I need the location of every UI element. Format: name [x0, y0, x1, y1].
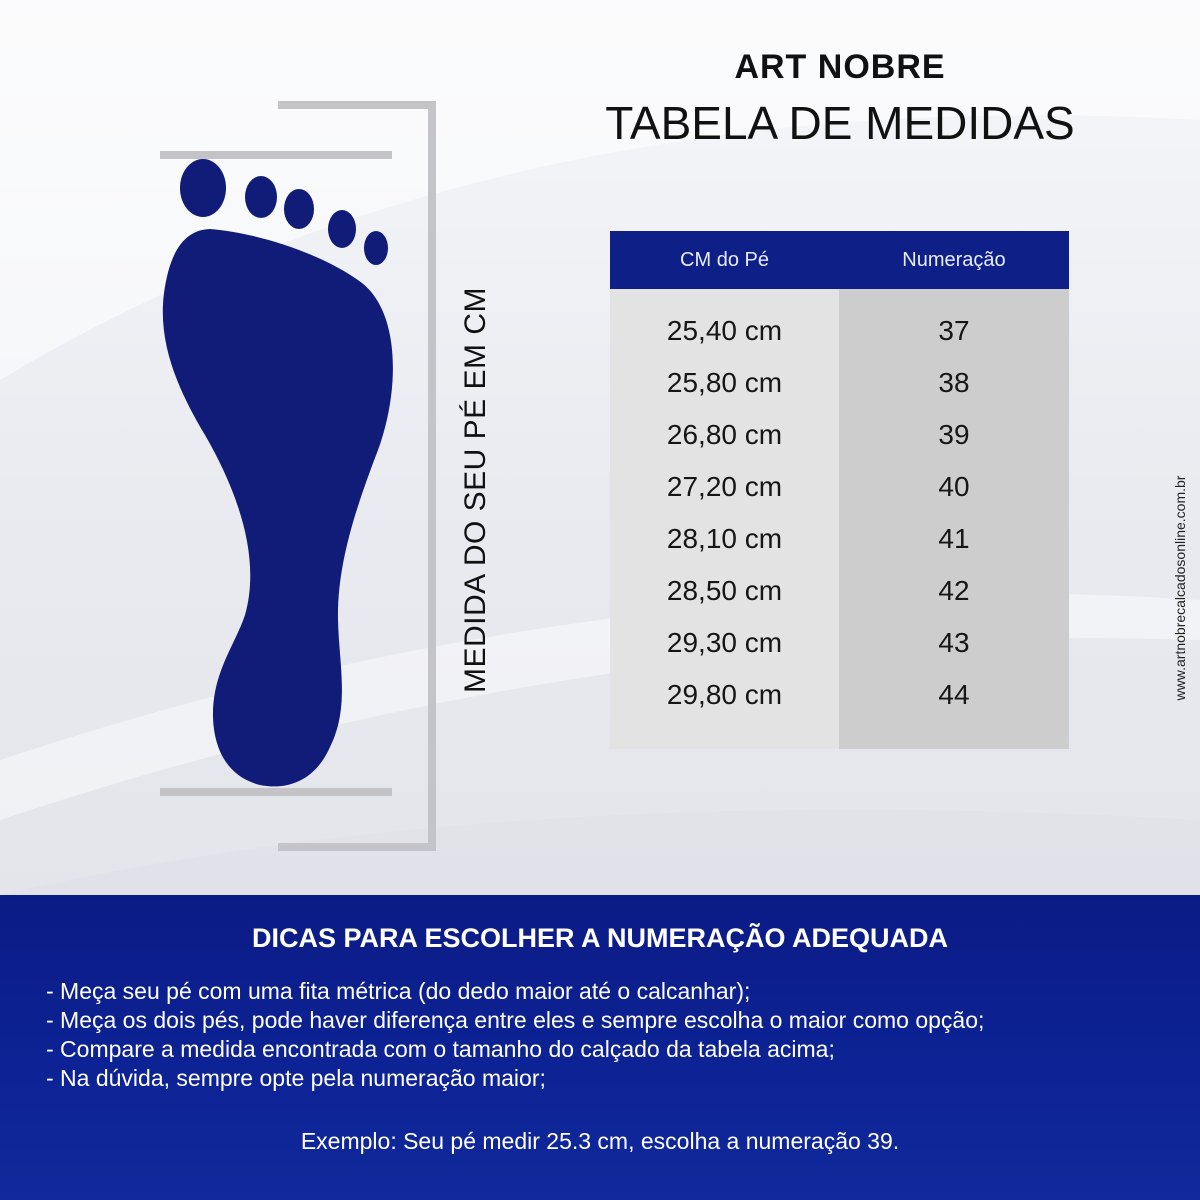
table-row	[610, 461, 1069, 513]
header-cm: CM do Pé	[680, 248, 769, 271]
website-url: www.artnobrecalcadosonline.com.br	[1172, 475, 1188, 701]
cm-cell: 29,80 cm	[666, 679, 783, 710]
table-row	[610, 565, 1069, 617]
header-size: Numeração	[902, 248, 1006, 271]
cm-cell: 28,50 cm	[666, 575, 783, 606]
tip-item: - Compare a medida encontrada com o tamanho do calçado da tabela acima;	[46, 1036, 835, 1062]
cm-cell: 25,40 cm	[666, 315, 783, 346]
tip-item: - Meça seu pé com uma fita métrica (do dedo maior até o calcanhar);	[46, 978, 751, 1004]
table-row	[610, 669, 1069, 721]
cm-cell: 28,10 cm	[666, 523, 783, 554]
size-cell: 42	[938, 575, 970, 606]
page-title: TABELA DE MEDIDAS	[605, 97, 1075, 149]
table-row	[610, 617, 1069, 669]
table-header	[610, 231, 1069, 289]
size-table	[610, 231, 1069, 749]
tip-item: - Na dúvida, sempre opte pela numeração maior;	[46, 1065, 546, 1091]
size-cell: 39	[938, 419, 970, 450]
vertical-measure-label: MEDIDA DO SEU PÉ EM CM	[459, 286, 492, 694]
cm-cell: 25,80 cm	[666, 367, 783, 398]
cm-cell: 29,30 cm	[666, 627, 783, 658]
tips-title: DICAS PARA ESCOLHER A NUMERAÇÃO ADEQUADA	[251, 923, 948, 953]
tips-panel	[0, 895, 1200, 1200]
size-cell: 37	[938, 315, 970, 346]
table-body	[610, 305, 1069, 721]
tips-list	[46, 977, 984, 1093]
cm-cell: 27,20 cm	[666, 471, 783, 502]
foot-icon	[150, 95, 450, 855]
example-text: Exemplo: Seu pé medir 25.3 cm, escolha a numeração 39.	[300, 1128, 900, 1154]
cm-cell: 26,80 cm	[666, 419, 783, 450]
size-cell: 41	[938, 523, 970, 554]
table-row	[610, 305, 1069, 357]
table-row	[610, 357, 1069, 409]
table-row	[610, 409, 1069, 461]
size-cell: 38	[938, 367, 970, 398]
size-cell: 44	[938, 679, 970, 710]
size-cell: 40	[938, 471, 970, 502]
table-row	[610, 513, 1069, 565]
size-cell: 43	[938, 627, 970, 658]
tip-item: - Meça os dois pés, pode haver diferença entre eles e sempre escolha o maior como opção;	[46, 1007, 985, 1033]
foot-diagram	[150, 95, 450, 855]
brand-name: ART NOBRE	[734, 48, 946, 86]
